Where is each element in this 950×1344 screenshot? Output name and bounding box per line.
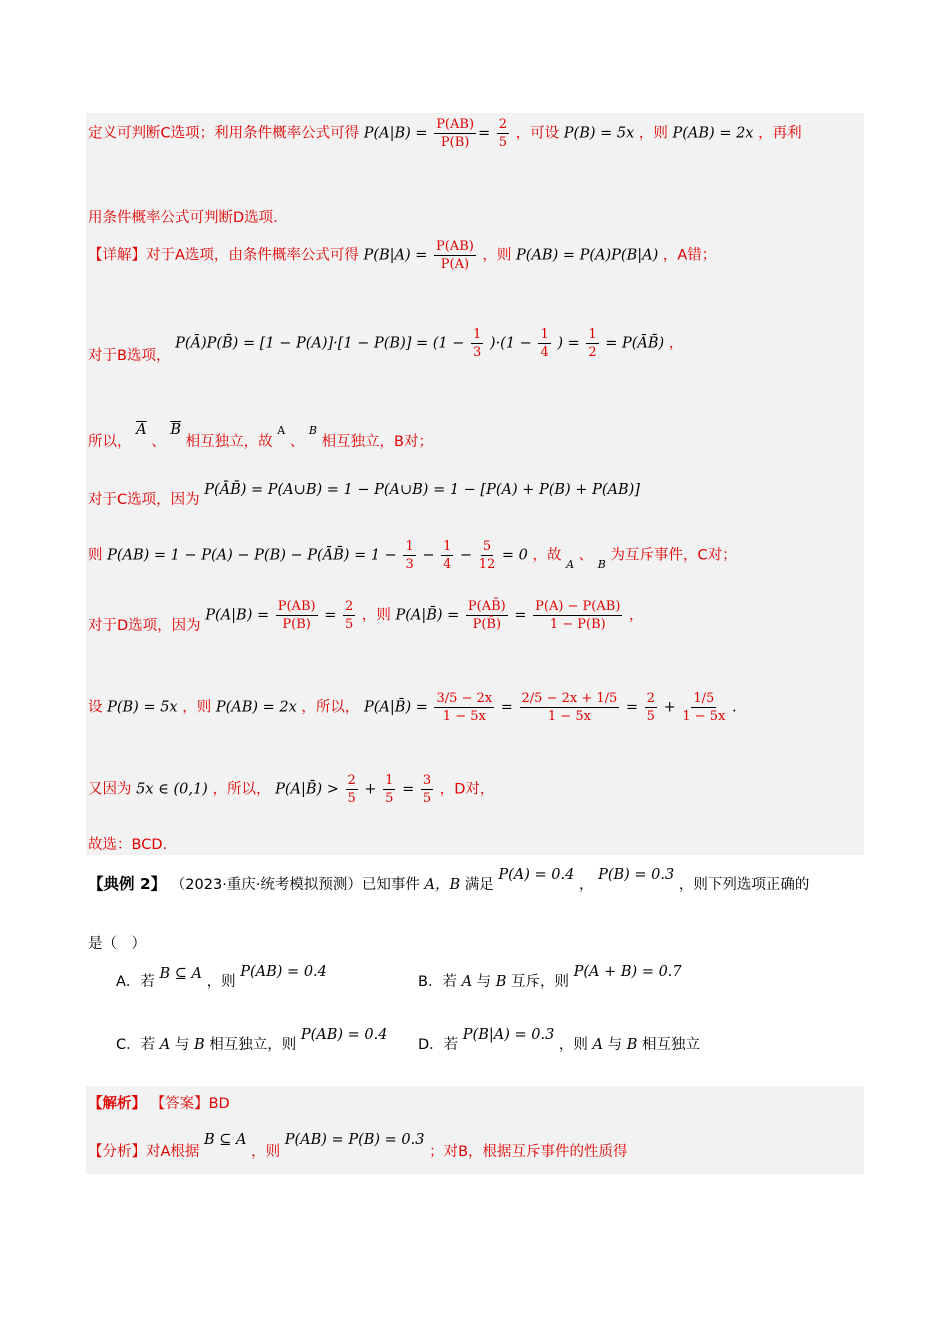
- fraction: $\frac{P(A) - P(AB)}{1 - P(B)}$: [535, 599, 621, 632]
- then-line: 则 P(AB) = 1 − P(A) − P(B) − P(ĀB̄) = 1 − $\frac{1}{3}$ − $\frac{1}{4}$ − $\frac{5}{12}$ = 0 ，故 $_A$ 、 $_B$ 为互斥事件，C对；: [88, 539, 737, 572]
- detail-line: 【详解】对于A选项，由条件概率公式可得 P(B|A) = $\frac{P(AB)}{P(A)}$ ，则 P(AB) = P(A)P(B|A) ，A错；: [88, 239, 717, 272]
- solution-line-2: 用条件概率公式可判断D选项.: [88, 210, 278, 226]
- fenxi-line: 【分析】对A根据 B ⊆ A ，则 P(AB) = P(B) = 0.3 ；对B，根据互斥事件的性质得: [88, 1132, 628, 1160]
- choice-d[interactable]: D．若 P(B|A) = 0.3 ，则 A 与 B 相互独立: [418, 1027, 700, 1053]
- choice-a[interactable]: A．若 B ⊆ A ，则 P(AB) = 0.4: [116, 964, 327, 990]
- fraction: $\frac{P(AB)}{P(A)}$: [435, 239, 474, 272]
- solution-line-1: 定义可判断C选项；利用条件概率公式可得 P(A|B) = $\frac{P(AB)}{P(B)}$ = $\frac{2}{5}$ ，可设 P(B) = 5x ，则 P(AB) = 2x ，再利: [88, 117, 802, 150]
- fraction: $\frac{1}{5}$: [385, 773, 394, 806]
- independence-line: 所以， $\overline{A}$ 、 $\overline{B}$ 相互独立，故 A 、 B 相互独立，B对；: [88, 422, 434, 450]
- fraction: $\frac{P(AB̄)}{P(B̄)}$: [467, 599, 506, 632]
- fraction: $\frac{2/5 - 2x + 1/5}{1 - 5x}$: [521, 691, 618, 724]
- detail-tag: 【详解】: [88, 247, 146, 264]
- answer-tag: 【答案】: [150, 1096, 209, 1112]
- set-line: 设 P(B) = 5x ，则 P(AB) = 2x ，所以， P(A|B̄) = $\frac{3/5 - 2x}{1 - 5x}$ = $\frac{2/5 - 2x + 1/5}{1 - 5x}$ = $\frac{2}{5}$ + $\frac{1/5}{1 - 5x}$ .: [88, 691, 737, 724]
- fraction: $\frac{1}{2}$: [588, 327, 597, 360]
- fraction: $\frac{P(AB)}{P(B)}$: [277, 599, 316, 632]
- fraction: $\frac{1}{3}$: [473, 327, 482, 360]
- analysis-tag: 【解析】: [88, 1096, 146, 1112]
- fraction: $\frac{2}{5}$: [344, 599, 354, 632]
- fraction: $\frac{1/5}{1 - 5x}$: [682, 691, 726, 724]
- math-cond-prob: P(A|B) =: [363, 125, 428, 142]
- choice-c[interactable]: C．若 A 与 B 相互独立，则 P(AB) = 0.4: [116, 1027, 388, 1053]
- fraction: $\frac{2}{5}$: [646, 691, 655, 724]
- fraction: $\frac{1}{3}$: [405, 539, 414, 572]
- option-c-line: 对于C选项，因为 P(ĀB̄) = P(A∪B) = 1 − P(A∪B) = 1 − [P(A) + P(B) + P(AB)]: [88, 482, 640, 508]
- answer-value: BD: [208, 1096, 230, 1112]
- answer-line: [88, 1092, 230, 1113]
- fraction: $\frac{2}{5}$: [498, 117, 508, 150]
- example-2-question: 【典例 2】 （2023·重庆·统考模拟预测）已知事件 A，B 满足 P(A) = 0.4 ， P(B) = 0.3 ，则下列选项正确的: [88, 867, 810, 893]
- option-b-line: 对于B选项， P(Ā)P(B̄) = [1 − P(A)]·[1 − P(B)] = (1 − $\frac{1}{3}$ )·(1 − $\frac{1}{4}$ ) = $\frac{1}{2}$ = P(ĀB̄) ，: [88, 327, 684, 364]
- choose-line: 故选：BCD.: [88, 837, 168, 853]
- fraction: $\frac{2}{5}$: [347, 773, 356, 806]
- fraction: $\frac{1}{4}$: [540, 327, 549, 360]
- since-line: 又因为 5x ∈ (0,1) ，所以， P(A|B̄) > $\frac{2}{5}$ + $\frac{1}{5}$ = $\frac{3}{5}$ ，D对，: [88, 773, 495, 806]
- fraction: $\frac{1}{4}$: [443, 539, 452, 572]
- fraction: $\frac{5}{12}$: [478, 539, 496, 572]
- example-tag: 【典例 2】: [88, 875, 167, 893]
- fraction: $\frac{3}{5}$: [422, 773, 432, 806]
- fraction: $\frac{3/5 - 2x}{1 - 5x}$: [436, 691, 493, 724]
- option-d-line: 对于D选项，因为 P(A|B) = $\frac{P(AB)}{P(B)}$ = $\frac{2}{5}$ ，则 P(A|B̄) = $\frac{P(AB̄)}{P(B̄)}$ = $\frac{P(A) - P(AB)}{1 - P(B)}$ ，: [88, 599, 644, 634]
- choice-b[interactable]: B．若 A 与 B 互斥，则 P(A + B) = 0.7: [418, 964, 682, 990]
- example-2-question-cont: 是（ ）: [88, 936, 146, 952]
- fraction: $\frac{P(AB)}{P(B)}$: [436, 117, 475, 150]
